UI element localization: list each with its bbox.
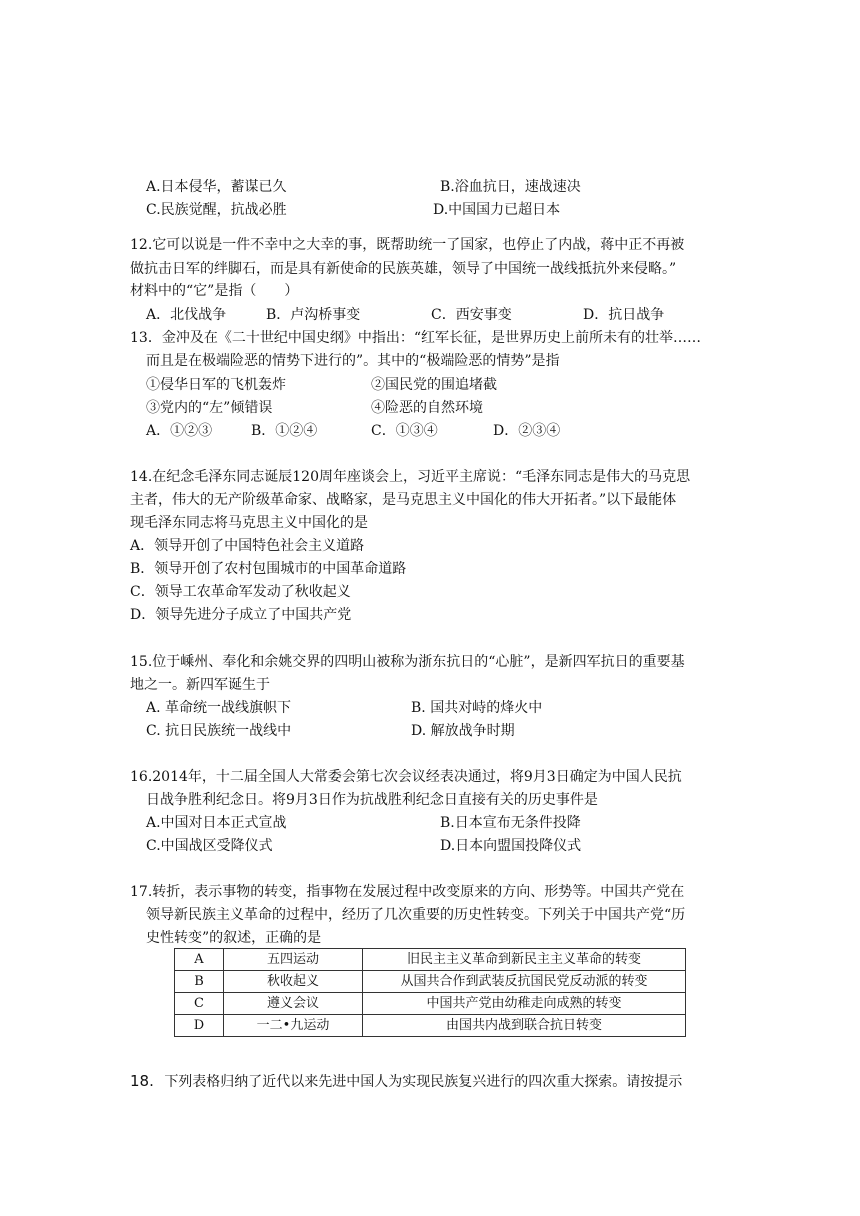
q16-option-c: C.中国战区受降仪式 [146,838,273,854]
q14-line-1: 14.在纪念毛泽东同志诞辰120周年座谈会上，习近平主席说：“毛泽东同志是伟大的马克思 [130,469,691,485]
table-row [175,1015,686,1037]
q13-item-3: ③党内的“左”倾错误 [146,400,273,416]
q18-line [130,1071,682,1092]
q13-line-1: 13．金冲及在《二十世纪中国史纲》中指出：“红军长征，是世界历史上前所未有的壮举…… [130,330,701,346]
q14-line-3: 现毛泽东同志将马克思主义中国化的是 [130,515,368,531]
q15-option-a: A. 革命统一战线旗帜下 [146,700,292,716]
q13-option-b: B．①②④ [251,423,318,439]
q15-option-c: C. 抗日民族统一战线中 [146,723,292,739]
q16-line-1: 16.2014年，十二届全国人大常委会第七次会议经表决通过，将9月3日确定为中国人民抗 [130,769,682,785]
q12-option-c: C．西安事变 [431,307,512,323]
q14-option-b: B．领导开创了农村包围城市的中国革命道路 [130,561,407,577]
q11-option-a: A.日本侵华，蓄谋已久 [146,179,287,195]
q17-line-3: 史性转变”的叙述，正确的是 [146,930,322,946]
q16-option-b: B.日本宣布无条件投降 [440,815,581,831]
q18-number: 18. [130,1072,154,1090]
q13-option-d: D．②③④ [493,423,561,439]
q14-option-a: A．领导开创了中国特色社会主义道路 [130,538,365,554]
q13-line-2: 而且是在极端险恶的情势下进行的”。其中的“极端险恶的情势”是指 [146,353,560,369]
q18-text: 下列表格归纳了近代以来先进中国人为实现民族复兴进行的四次重大探索。请按提示 [164,1074,683,1090]
q15-line-2: 地之一。新四军诞生于 [130,677,270,693]
q11-option-d: D.中国国力已超日本 [433,202,561,218]
q13-option-a: A．①②③ [146,423,213,439]
table-row [175,993,686,1015]
q14-line-2: 主者，伟大的无产阶级革命家、战略家，是马克思主义中国化的伟大开拓者。”以下最能体 [130,492,677,508]
q12-option-d: D．抗日战争 [583,307,665,323]
q13-item-1: ①侵华日军的飞机轰炸 [146,377,286,393]
table-cell: C [175,993,224,1015]
table-row [175,949,686,971]
q13-option-c: C．①③④ [371,423,438,439]
q14-option-d: D．领导先进分子成立了中国共产党 [130,607,352,623]
q17-line-1: 17.转折，表示事物的转变，指事物在发展过程中改变原来的方向、形势等。中国共产党在 [130,884,685,900]
table-cell: 由国共内战到联合抗日转变 [363,1015,686,1037]
q11-option-b: B.浴血抗日，速战速决 [440,179,581,195]
q15-option-d: D. 解放战争时期 [411,723,515,739]
table-cell: 从国共合作到武装反抗国民党反动派的转变 [363,971,686,993]
table-cell: 中国共产党由幼稚走向成熟的转变 [363,993,686,1015]
q14-option-c: C．领导工农革命军发动了秋收起义 [130,584,351,600]
q15-option-b: B. 国共对峙的烽火中 [411,700,543,716]
table-row [175,971,686,993]
q12-option-a: A．北伐战争 [146,307,227,323]
q11-option-c: C.民族觉醒，抗战必胜 [146,202,287,218]
table-cell: 五四运动 [224,949,363,971]
q17-line-2: 领导新民族主义革命的过程中，经历了几次重要的历史性转变。下列关于中国共产党“历 [146,907,686,923]
table-cell: B [175,971,224,993]
q17-table [174,948,686,1037]
q16-option-a: A.中国对日本正式宣战 [146,815,287,831]
q16-option-d: D.日本向盟国投降仪式 [440,838,582,854]
table-cell: A [175,949,224,971]
q13-item-2: ②国民党的围追堵截 [371,377,497,393]
q16-line-2: 日战争胜利纪念日。将9月3日作为抗战胜利纪念日直接有关的历史事件是 [146,792,598,808]
table-cell: 旧民主主义革命到新民主主义革命的转变 [363,949,686,971]
table-cell: 秋收起义 [224,971,363,993]
table-cell: 遵义会议 [224,993,363,1015]
q12-line-3: 材料中的“它”是指（ ） [130,283,299,299]
q12-line-1: 12.它可以说是一件不幸中之大幸的事，既帮助统一了国家，也停止了内战，蒋中正不再被 [130,237,685,253]
table-cell: D [175,1015,224,1037]
q12-line-2: 做抗击日军的绊脚石，而是具有新使命的民族英雄，领导了中国统一战线抵抗外来侵略。” [130,261,677,277]
table-cell: 一二•九运动 [224,1015,363,1037]
q12-option-b: B．卢沟桥事变 [266,307,361,323]
q13-item-4: ④险恶的自然环境 [371,400,483,416]
q15-line-1: 15.位于嵊州、奉化和余姚交界的四明山被称为浙东抗日的“心脏”，是新四军抗日的重要基 [130,654,685,670]
